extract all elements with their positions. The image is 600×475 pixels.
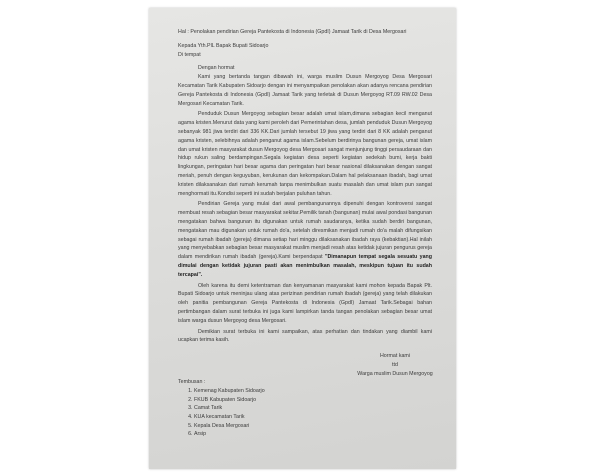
paragraph-1: Kami yang bertanda tangan dibawah ini, warga muslim Dusun Mergoyog Desa Mergosari Kecamatan Tarik Kabupaten Sidoarjo dengan ini menyampaikan penolakan akan adanya rencana pendirian Gereja Pantekosta di Indonesia (GpdI) Jamaat Tarik yang terletak di Dusun Mergoyog RT.09 RW.02 Desa Mergosari Kecamatan Tarik.: [178, 74, 432, 107]
bold-quote: "Dimanapun tempat segala sesuatu yang dimulai dengan ketidak jujuran pasti akan menimbulkan masalah, meskipun tujuan itu sudah tercapai".: [178, 254, 433, 278]
paragraph-2: Penduduk Dusun Mergoyog sebagian besar adalah umat islam,dimana sebagian kecil menganut agama kristen.Menurut data yang kami peroleh dari Pemerintahan desa, jumlah penduduk Dusun Mergoyog sebanyak 981 jiwa terdiri dari 336 KK.Dari jumlah tersebut 19 jiwa yang terdiri dari 8 KK adalah penganut agama kristen, selebihnya adalah penganut agama islam.Sebelum berdirinya bangunan gereja, umat islam dan umat kristen masyarakat dusun Mergoyog desa Mergosari sangat menjunjung tinggi persaudaraan dan hidup rukun saling berdampingan.Segala kegiatan desa seperti kegiatan sedekah bumi, kerja bakti lingkungan, peringatan hari besar agama dan peringatan hari besar nasional dilaksanakan dengan sangat meriah, penuh dengan keguyuban, kerukunan dan kekompakan.Dalam hal pelaksanaan ibadah, bagi umat kristen dilaksanakan dari rumah kerumah tanpa menimbulkan suatu masalah dan umat islam pun sangat menghormati itu.Kondisi seperti ini sudah berjalan puluhan tahun.: [178, 111, 432, 197]
signature: ttd: [392, 361, 398, 368]
cc-item: 6. Arsip: [194, 430, 432, 439]
cc-list: [178, 387, 432, 439]
cc-item: 2. FKUB Kabupaten Sidoarjo: [194, 396, 432, 405]
paragraph-3: [178, 200, 432, 279]
subject-line: Hal : Penolakan pendirian Gereja Pantekosta di Indonesia (GpdI) Jamaat Tarik di Desa Mergosari: [178, 29, 407, 35]
closing: Hormat kami: [379, 353, 411, 360]
recipient: Kepada Yth.PlL Bapak Bupati Sidoarjo: [178, 42, 269, 49]
cc-item: 3. Camat Tarik: [194, 404, 432, 413]
paragraph-5: Demikian surat terbuka ini kami sampaikan, atas perhatian dan tindakan yang diambil kami ucapkan terima kasih.: [178, 328, 432, 344]
letter-page: [149, 8, 456, 469]
paragraph-3-text: Pendirian Gereja yang mulai dari awal pembangunannya dipenuhi dengan kontroversi sangat membuat resah sebagian besar masyarakat sekitar.Pemilik tanah (bangunan) mulai awal pondasi bangunan mengatakan bahwa bangunan itu digunakan untuk rumah saudaranya, ketika sudah berdiri bangunan, mengatakan mau digunakan untuk rumah do'a, setelah diresmikan menjadi rumah do'a malah difungsikan sebagai rumah ibadah (gereja) dimana setiap hari minggu dilaksanakan ibadah rayа (kebaktian).Hal inilah yang menyebabkan sebagian besar masyarakat muslim menjadi resah atas ketidak jujuran pengurus gereja dalam mendirikan rumah ibadah (gereja).Kami berpendapat: [178, 201, 432, 261]
cc-item: 1. Kemenag Kabupaten Sidoarjo: [194, 387, 432, 396]
cc-label: Tembusan :: [178, 379, 206, 386]
greeting: Dengan hormat: [198, 65, 235, 72]
cc-item: 5. Kepala Desa Mergosari: [194, 422, 432, 431]
paragraph-4: Oleh karena itu demi ketentraman dan kenyamanan masyarakat kami mohon kepada Bapak Plt. Bupati Sidoarjo untuk meninjau ulang atas perizinan pendirian rumah ibadah (gereja) yang telah dilakukan oleh panitia pembangunan Gereja Pantekosta di Indonesia (GpdI) Jamaat Tarik.Sebagai bahan pertimbangan dalam surat terbuka ini juga kami lampirkan tanda tangan penolakan sebagian besar umat islam warga dusun Mergoyog desa Mergosari.: [178, 282, 432, 324]
place: Di tempat: [178, 51, 201, 58]
signatory: Warga muslim Dusun Mergoyog: [357, 370, 433, 377]
cc-item: 4. KUA kecamatan Tarik: [194, 413, 432, 422]
